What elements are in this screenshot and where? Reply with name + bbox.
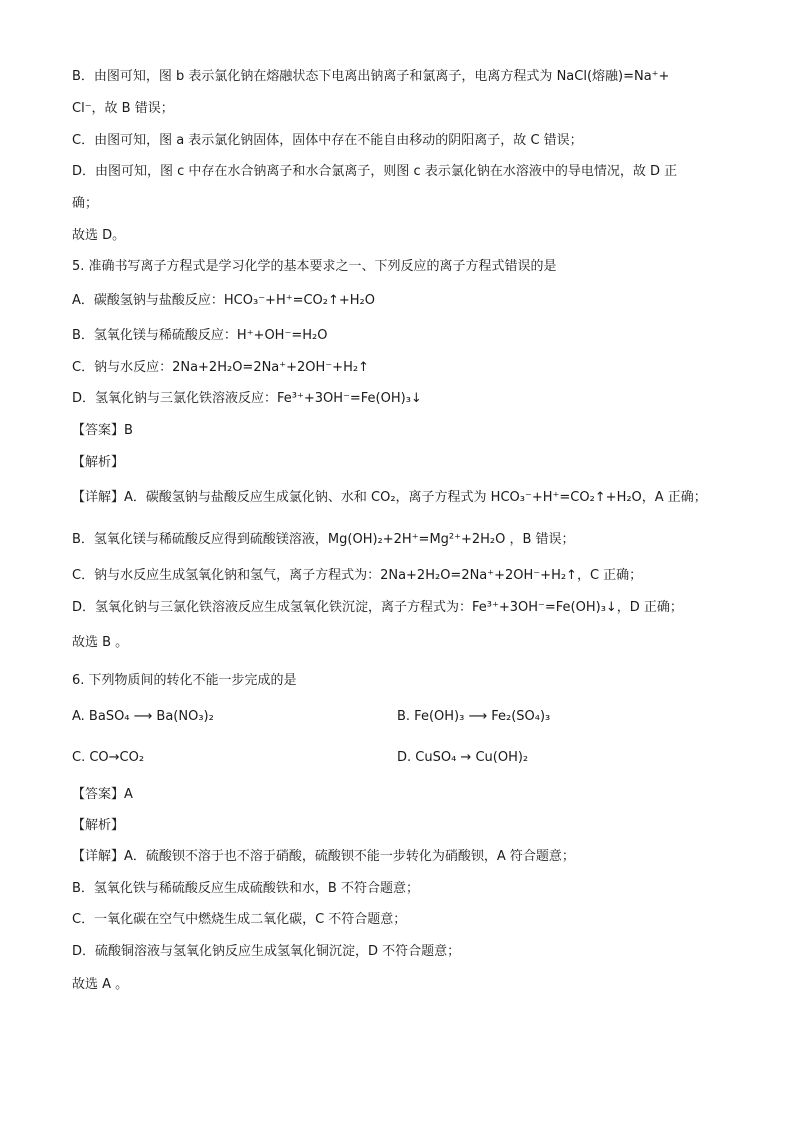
question-5-stem: 5. 准确书写离子方程式是学习化学的基本要求之一、下列反应的离子方程式错误的是 xyxy=(72,259,557,274)
analysis-5-line: C．钠与水反应生成氢氧化钠和氢气，离子方程式为：2Na+2H₂O=2Na⁺+2OH⁻+H₂↑，C 正确； xyxy=(72,568,643,583)
text-line: C．由图可知，图 a 表示氯化钠固体，固体中存在不能自由移动的阴阳离子，故 C 错误； xyxy=(72,133,583,148)
text-line: B．由图可知，图 b 表示氯化钠在熔融状态下电离出钠离子和氯离子，电离方程式为 NaCl(熔融)=Na⁺+ xyxy=(72,69,670,84)
question-5-option-b: B．氢氧化镁与稀硫酸反应：H⁺+OH⁻=H₂O xyxy=(72,328,328,343)
question-5-option-a: A．碳酸氢钠与盐酸反应：HCO₃⁻+H⁺=CO₂↑+H₂O xyxy=(72,293,375,308)
analysis-5-line: D．氢氧化钠与三氯化铁溶液反应生成氢氧化铁沉淀，离子方程式为：Fe³⁺+3OH⁻=Fe(OH)₃↓，D 正确； xyxy=(72,600,683,615)
text-line: Cl⁻，故 B 错误； xyxy=(72,101,174,116)
analysis-6-heading: 【解析】 xyxy=(72,818,125,833)
analysis-6-line: 【详解】A．硫酸钡不溶于也不溶于硝酸，硫酸钡不能一步转化为硝酸钡，A 符合题意； xyxy=(72,849,575,864)
analysis-6-line: B．氢氧化铁与稀硫酸反应生成硫酸铁和水，B 不符合题意； xyxy=(72,881,419,896)
question-6-option-a: A. BaSO₄ ⟶ Ba(NO₃)₂ xyxy=(72,709,214,724)
answer-6: 【答案】A xyxy=(72,787,133,802)
analysis-5-heading: 【解析】 xyxy=(72,455,125,470)
answer-5: 【答案】B xyxy=(72,423,133,438)
question-6-option-c: C. CO→CO₂ xyxy=(72,750,145,765)
question-5-option-d: D．氢氧化钠与三氯化铁溶液反应：Fe³⁺+3OH⁻=Fe(OH)₃↓ xyxy=(72,391,422,406)
text-line: 确； xyxy=(72,196,99,211)
analysis-6-line: C．一氧化碳在空气中燃烧生成二氧化碳，C 不符合题意； xyxy=(72,912,407,927)
text-line: D．由图可知，图 c 中存在水合钠离子和水合氯离子，则图 c 表示氯化钠在水溶液中的导电情况，故 D 正 xyxy=(72,164,678,179)
choice-5: 故选 B 。 xyxy=(72,635,129,650)
analysis-5-line: 【详解】A．碳酸氢钠与盐酸反应生成氯化钠、水和 CO₂，离子方程式为 HCO₃⁻+H⁺=CO₂↑+H₂O，A 正确； xyxy=(72,490,707,505)
analysis-5-line: B．氢氧化镁与稀硫酸反应得到硫酸镁溶液，Mg(OH)₂+2H⁺=Mg²⁺+2H₂O ，B 错误； xyxy=(72,532,575,547)
question-6-option-d: D. CuSO₄ → Cu(OH)₂ xyxy=(397,750,529,765)
question-6-stem: 6. 下列物质间的转化不能一步完成的是 xyxy=(72,673,297,688)
question-5-option-c: C．钠与水反应：2Na+2H₂O=2Na⁺+2OH⁻+H₂↑ xyxy=(72,360,369,375)
analysis-6-line: D．硫酸铜溶液与氢氧化钠反应生成氢氧化铜沉淀，D 不符合题意； xyxy=(72,944,461,959)
choice-6: 故选 A 。 xyxy=(72,977,129,992)
text-line: 故选 D。 xyxy=(72,228,126,243)
question-6-option-b: B. Fe(OH)₃ ⟶ Fe₂(SO₄)₃ xyxy=(397,709,551,724)
